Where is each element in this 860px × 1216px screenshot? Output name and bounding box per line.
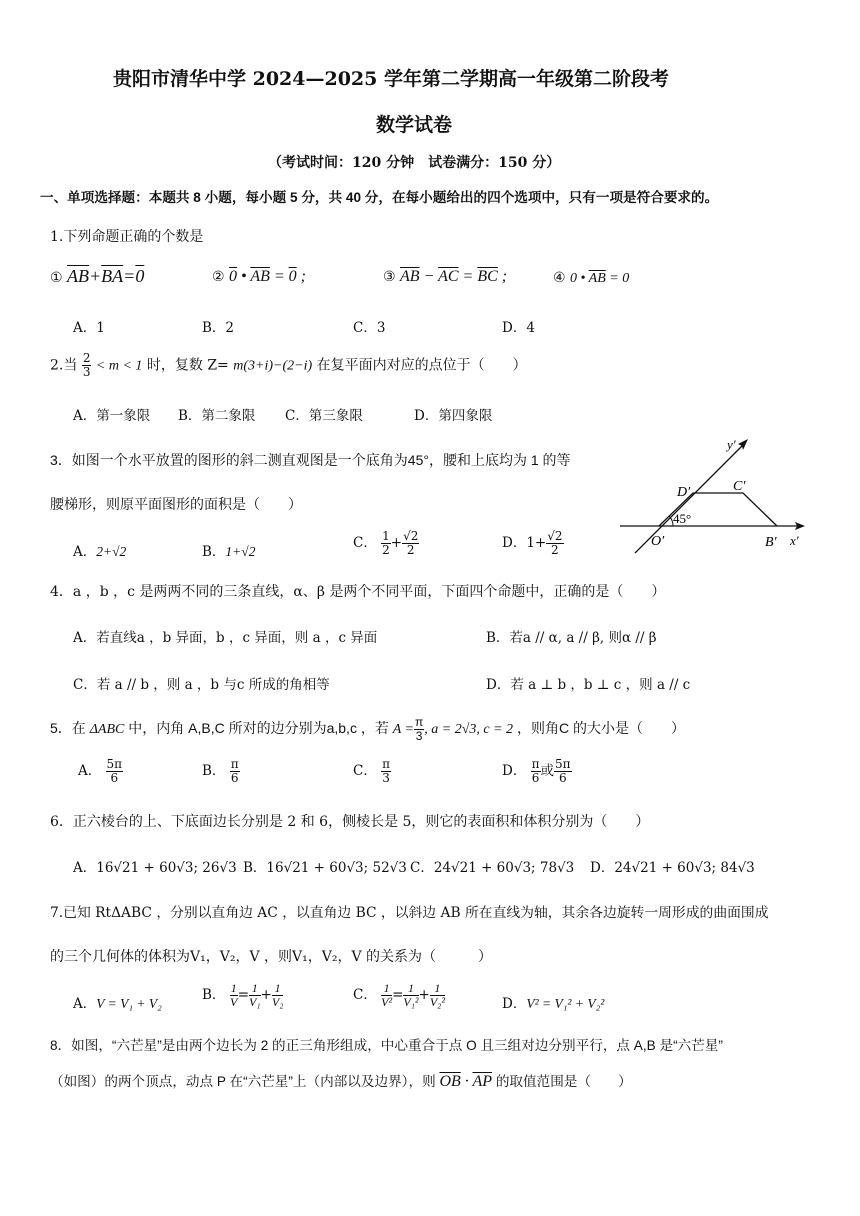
- q7-option-a: [73, 992, 162, 1012]
- q5-option-c: [353, 758, 391, 785]
- q3-stem-line2: 腰梯形，则原平面图形的面积是（ ）: [50, 496, 302, 512]
- q2-option-b: B．第二象限: [178, 408, 256, 424]
- q6-option-d: D．24√21 + 60√3; 84√3: [590, 860, 755, 876]
- q7-option-a-label: A．: [73, 996, 97, 1012]
- q5-condition-rest: , a = 2√3, c = 2: [424, 722, 514, 738]
- q7-option-b-label: B．: [202, 987, 226, 1003]
- q5-option-a-label: A．: [78, 763, 102, 779]
- q1-item-3-formula: $\overline{AB} - \overline{AC} = \overline{BC}$ ;: [400, 268, 508, 285]
- q7-option-b-frac2: $\frac{1}{\text{V₁}}$: [249, 981, 261, 1009]
- exam-info: （考试时间：120 分钟 试卷满分：150 分）: [268, 155, 561, 171]
- q5-triangle: ΔABC: [89, 722, 125, 738]
- q7-option-c-frac1: $\frac{1}{\text{V²}}$: [381, 981, 393, 1009]
- q3-option-a: [73, 540, 126, 560]
- q4-stem: 4．a ，b ，c 是两两不同的三条直线，α、β 是两个不同平面，下面四个命题中，正确的是（ ）: [50, 584, 666, 600]
- q7-stem-line1: 7.已知 RtΔABC ，分别以直角边 AC ，以直角边 BC ，以斜边 AB 所在直线为轴，其余各边旋转一周形成的曲面围成: [50, 905, 769, 921]
- q1-item-4-formula: 0 • $\overline{AB} = 0$: [570, 271, 630, 286]
- q5-option-d-label: D．: [502, 763, 527, 779]
- exam-title: 贵阳市清华中学 2024—2025 学年第二学期高一年级第二阶段考: [113, 68, 669, 90]
- q1-item-2-formula: 0 • $\overline{AB} = 0$ ;: [229, 268, 306, 285]
- q3-option-a-label: A．: [73, 544, 97, 560]
- q5-stem-prefix: 5．在: [50, 720, 86, 737]
- q5-stem-end: ，则角C 的大小是（ ）: [516, 720, 685, 737]
- q6-option-b: B．16√21 + 60√3; 52√3: [243, 860, 407, 876]
- q2-range: < m < 1: [95, 358, 143, 374]
- q7-stem-line2: 的三个几何体的体积为V₁，V₂，V ，则V₁，V₂，V 的关系为（ ）: [50, 949, 493, 965]
- q7-option-c: C． $\frac{1}{\text{V²}}$ = $\frac{1}{\text{V₁²}}$ + $\frac{1}{\text{V₂²}}$: [353, 981, 445, 1009]
- q4-option-b: B．若a // α, a // β, 则α // β: [486, 630, 657, 646]
- q3-stem-line1: 3．如图一个水平放置的图形的斜二测直观图是一个底角为45°，腰和上底均为 1 的等: [50, 452, 571, 468]
- q6-stem: 6．正六棱台的上、下底面边长分别是 2 和 6，侧棱长是 5，则它的表面积和体积分别为（ ）: [50, 814, 650, 830]
- q1-stem: 1.下列命题正确的个数是: [50, 229, 204, 245]
- label-x-prime: x′: [790, 533, 799, 548]
- q3-option-b-label: B．: [202, 544, 226, 560]
- q5-option-a-value: $\frac{5\pi}{6}$: [106, 757, 123, 785]
- q5-stem: [50, 716, 685, 743]
- q8-stem-line2-suffix: 的取值范围是（ ）: [495, 1074, 632, 1089]
- q4-option-d: D．若 a ⊥ b ，b ⊥ c ，则 a // c: [486, 677, 691, 693]
- q8-stem-line2-prefix: （如图）的两个顶点，动点 P 在“六芒星”上（内部以及边界），则: [50, 1074, 436, 1089]
- q4-option-a: A．若直线a ，b 异面，b ，c 异面，则 a ，c 异面: [73, 630, 378, 646]
- q6-option-c: C．24√21 + 60√3; 78√3: [410, 860, 575, 876]
- q2-formula: m(3+i)−(2−i): [233, 358, 313, 374]
- q1-item-1: [50, 266, 144, 287]
- q7-option-c-frac3: $\frac{1}{\text{V₂²}}$: [429, 981, 445, 1009]
- q5-option-d-value2: $\frac{5\pi}{6}$: [555, 757, 571, 785]
- q1-item-3: [383, 268, 507, 286]
- q1-item-marker: ③: [383, 269, 396, 285]
- q5-condition-frac: $\frac{\pi}{3}$: [414, 715, 424, 743]
- q3-option-d-label: D．: [502, 535, 527, 551]
- q1-option-a: A．1: [73, 320, 105, 336]
- q5-option-c-label: C．: [353, 763, 377, 779]
- q1-item-2: [212, 268, 306, 286]
- q8-stem-line2: [50, 1070, 632, 1091]
- q5-option-b-label: B．: [202, 763, 226, 779]
- q3-option-c-label: C．: [353, 535, 377, 551]
- label-c-prime: C′: [733, 479, 746, 494]
- label-o-prime: O′: [651, 534, 665, 549]
- q3-option-b-value: 1+√2: [225, 544, 256, 559]
- q1-option-c: C．3: [353, 320, 386, 336]
- q4-option-c: C．若 a // b ，则 a ，b 与c 所成的角相等: [73, 677, 330, 693]
- q8-dot-product: $\overline{OB} \cdot \overline{AP}$: [439, 1073, 493, 1090]
- q1-option-b: B．2: [202, 320, 235, 336]
- q7-option-c-label: C．: [353, 987, 377, 1003]
- q7-option-b: B． $\frac{1}{V}$ = $\frac{1}{\text{V₁}}$ + $\frac{1}{\text{V₂}}$: [202, 981, 284, 1009]
- q1-item-marker: ①: [50, 270, 63, 286]
- q7-option-c-frac2: $\frac{1}{\text{V₁²}}$: [403, 981, 419, 1009]
- q3-option-a-value: 2+√2: [96, 544, 127, 559]
- q5-option-a: [78, 758, 123, 785]
- q3-option-d-frac: $\frac{√2}{2}$: [547, 529, 563, 557]
- q2-stem-prefix: 2.当: [50, 357, 78, 374]
- q3-option-b: [202, 540, 255, 560]
- q5-option-d: [502, 758, 572, 785]
- q1-item-marker: ④: [553, 270, 566, 286]
- q1-item-4: [553, 270, 629, 287]
- q2-stem: [50, 352, 527, 379]
- q7-option-b-frac3: $\frac{1}{\text{V₂}}$: [271, 981, 284, 1009]
- label-b-prime: B′: [765, 535, 777, 550]
- q5-option-b-value: $\frac{\pi}{6}$: [230, 757, 239, 785]
- q2-stem-suffix: 在复平面内对应的点位于（ ）: [316, 357, 527, 374]
- q7-option-b-frac1: $\frac{1}{V}$: [230, 981, 238, 1009]
- q2-option-c: C．第三象限: [285, 408, 363, 424]
- q2-stem-mid: 时，复数 Z=: [146, 357, 229, 374]
- q7-option-d: [502, 992, 604, 1012]
- q6-option-a: A．16√21 + 60√3; 26√3: [73, 860, 237, 876]
- q5-option-c-value: $\frac{\pi}{3}$: [382, 757, 391, 785]
- q7-option-d-value: V² = V₁² + V₂²: [526, 996, 605, 1011]
- q2-option-a: A．第一象限: [73, 408, 151, 424]
- q2-fraction: $\frac{2}{3}$: [82, 351, 91, 379]
- q8-stem-line1: 8．如图，“六芒星”是由两个边长为 2 的正三角形组成，中心重合于点 O 且三组对边分别平行，点 A,B 是“六芒星”: [50, 1038, 723, 1053]
- q3-option-c-frac1: $\frac{1}{2}$: [382, 529, 390, 557]
- q7-option-d-label: D．: [502, 996, 527, 1012]
- q5-option-b: [202, 758, 240, 785]
- q3-option-c-frac2: $\frac{√2}{2}$: [403, 529, 419, 557]
- q2-option-d: D．第四象限: [414, 408, 493, 424]
- q5-option-d-or: 或: [540, 763, 555, 779]
- section-heading: 一、单项选择题：本题共 8 小题，每小题 5 分，共 40 分，在每小题给出的四个选项中，只有一项是符合要求的。: [40, 190, 719, 205]
- q3-figure: [615, 430, 815, 565]
- q1-option-d: D．4: [502, 320, 535, 336]
- label-y-prime: y′: [727, 437, 736, 452]
- q5-stem-suffix: 中，内角 A,B,C 所对的边分别为a,b,c ，若: [128, 720, 389, 737]
- exam-subject: 数学试卷: [376, 114, 453, 136]
- q5-option-d-value1: $\frac{\pi}{6}$: [531, 757, 540, 785]
- q7-option-a-value: V = V₁ + V₂: [96, 996, 162, 1011]
- q1-item-marker: ②: [212, 269, 225, 285]
- q3-option-d: D．1+ $\frac{√2}{2}$: [502, 529, 563, 557]
- label-d-prime: D′: [677, 485, 691, 500]
- label-45-degree: 45°: [673, 511, 692, 526]
- q3-option-c: C． $\frac{1}{2}$ + $\frac{√2}{2}$: [353, 529, 419, 557]
- q5-condition: A =: [392, 722, 414, 738]
- q1-item-1-formula: $\overline{AB}+\overline{BA}=0$: [67, 266, 145, 286]
